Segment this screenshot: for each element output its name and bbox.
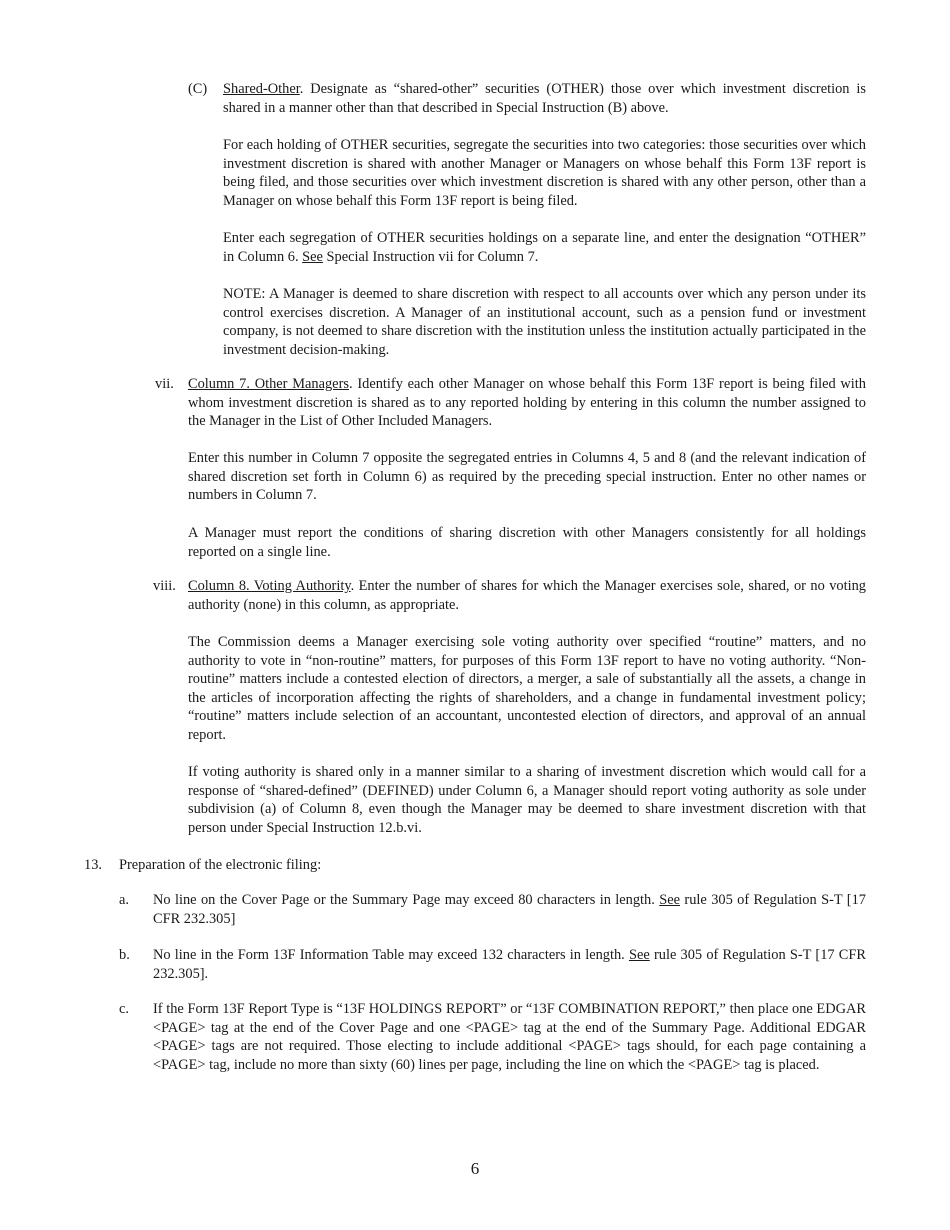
item-c-label: (C) [188,81,208,97]
item-vii-heading: Column 7. Other Managers [188,376,349,392]
item-c-paragraph-2: For each holding of OTHER securities, segregate the securities into two categories: those securities over which investment discretion is shared with another Manager or Managers on whose behalf this Form 13F report is being filed, and those securities over which investment discretion is shared with any other person, other than a Manager on whose behalf this Form 13F report is being filed. [223,137,866,209]
item-vii-paragraph [188,375,866,431]
item-13c-label: c. [119,1001,129,1017]
item-c-text: . Designate as “shared-other” securities (OTHER) those over which investment discretion is shared in a manner other than that described in Special Instruction (B) above. [223,81,866,116]
item-viii-paragraph-3: If voting authority is shared only in a manner similar to a sharing of investment discretion which would call for a response of “shared-defined” (DEFINED) under Column 6, a Manager should report voting authority as sole under subdivision (a) of Column 8, even though the Manager may be deemed to share investment discretion with that person under Special Instruction 12.b.vi. [188,764,866,836]
item-viii-heading: Column 8. Voting Authority [188,578,351,594]
page-number: 6 [470,1159,480,1178]
item-viii-paragraph [188,577,866,614]
item-vii-text: . Identify each other Manager on whose behalf this Form 13F report is being filed with whom investment discretion is shared as to any reported holding by entering in this column the number assigned to the Manager in the List of Other Included Managers. [188,376,866,429]
see-reference: See [659,892,681,908]
item-vii-label: vii. [155,376,174,392]
item-c-note: NOTE: A Manager is deemed to share discretion with respect to all accounts over which any person under its control exercises discretion. A Manager of an institutional account, such as a pension fund or investment company, is not deemed to share discretion with the institution unless the institution actually participated in the investment decision-making. [223,286,866,358]
see-reference: See [628,947,650,963]
item-viii-label: viii. [153,578,176,594]
item-vii-paragraph-2: Enter this number in Column 7 opposite the segregated entries in Columns 4, 5 and 8 (and the relevant indication of shared discretion set forth in Column 6) as required by the preceding special instruction. Enter no other names or numbers in Column 7. [188,450,866,503]
item-13b-label: b. [119,947,130,963]
section-13-label: 13. [84,857,102,873]
see-reference: See [302,248,323,265]
item-13c-paragraph: If the Form 13F Report Type is “13F HOLDINGS REPORT” or “13F COMBINATION REPORT,” then place one EDGAR <PAGE> tag at the end of the Cover Page and one <PAGE> tag at the end of the Summary Page. Additional EDGAR <PAGE> tags are not required. Those electing to include additional <PAGE> tags should, for each page containing a <PAGE> tag, include no more than sixty (60) lines per page, including the line on which the <PAGE> tag is placed. [153,1001,866,1073]
item-viii-paragraph-2: The Commission deems a Manager exercising sole voting authority over specified “routine” matters, and no authority to vote in “non-routine” matters, for purposes of this Form 13F report to have no voting authority. “Non-routine” matters include a contested election of directors, a merger, a sale of substantially all the assets, a change in the articles of incorporation affecting the rights of shareholders, and a change in fundamental investment policy; “routine” matters include selection of an accountant, uncontested election of directors, and approval of an annual report. [188,634,866,743]
item-13a-label: a. [119,892,129,908]
item-c-heading: Shared-Other [223,81,300,97]
item-vii-paragraph-3: A Manager must report the conditions of sharing discretion with other Managers consistently for all holdings reported on a single line. [188,525,866,560]
item-c-paragraph-3: Enter each segregation of OTHER securities holdings on a separate line, and enter the designation “OTHER” in Column 6. See Special Instruction vii for Column 7. [223,230,866,265]
item-viii-text: . Enter the number of shares for which the Manager exercises sole, shared, or no voting authority (none) in this column, as appropriate. [188,578,866,613]
item-c-paragraph [223,80,866,117]
item-13a-paragraph: No line on the Cover Page or the Summary Page may exceed 80 characters in length. See rule 305 of Regulation S-T [17 CFR 232.305] [153,892,866,927]
section-13-heading: Preparation of the electronic filing: [119,857,322,873]
item-13b-paragraph: No line in the Form 13F Information Table may exceed 132 characters in length. See rule 305 of Regulation S-T [17 CFR 232.305]. [153,947,866,982]
